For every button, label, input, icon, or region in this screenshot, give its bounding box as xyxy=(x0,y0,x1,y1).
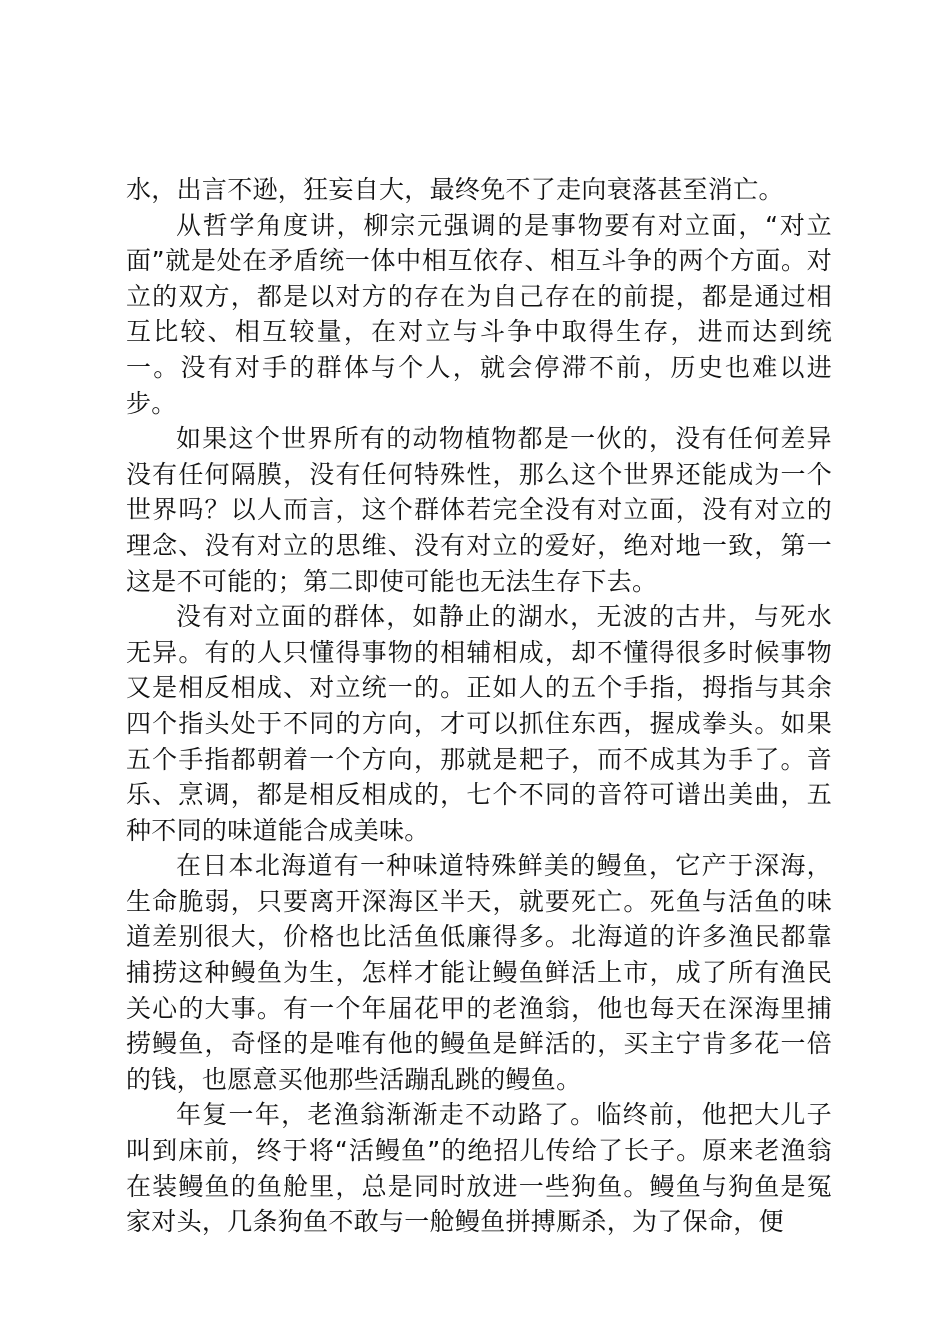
paragraph-continued: 水，出言不逊，狂妄自大，最终免不了走向衰落甚至消亡。 xyxy=(126,175,784,204)
paragraph-philosophy: 从哲学角度讲，柳宗元强调的是事物要有对立面，“对立面”就是处在矛盾统一体中相互依存、相互斗争的两个方面。对立的双方，都是以对方的存在为自己存在的前提，都是通过相互比较、相互较量，在对立与斗争中取得生存，进而达到统一。没有对手的群体与个人，就会停滞不前，历史也难以进步。 xyxy=(126,210,832,418)
document-body xyxy=(126,172,832,1240)
paragraph-old-fisherman: 年复一年，老渔翁渐渐走不动路了。临终前，他把大儿子叫到床前，终于将“活鳗鱼”的绝招儿传给了长子。原来老渔翁在装鳗鱼的鱼舱里，总是同时放进一些狗鱼。鳗鱼与狗鱼是冤家对头，几条狗鱼不敢与一舱鳗鱼拼搏厮杀，为了保命，便 xyxy=(126,1100,832,1237)
paragraph-world-uniformity: 如果这个世界所有的动物植物都是一伙的，没有任何差异没有任何隔膜，没有任何特殊性，那么这个世界还能成为一个世界吗？以人而言，这个群体若完全没有对立面，没有对立的理念、没有对立的思维、没有对立的爱好，绝对地一致，第一这是不可能的；第二即使可能也无法生存下去。 xyxy=(126,424,832,596)
paragraph-hokkaido-eel: 在日本北海道有一种味道特殊鲜美的鳗鱼，它产于深海，生命脆弱，只要离开深海区半天，就要死亡。死鱼与活鱼的味道差别很大，价格也比活鱼低廉得多。北海道的许多渔民都靠捕捞这种鳗鱼为生，怎样才能让鳗鱼鲜活上市，成了所有渔民关心的大事。有一个年届花甲的老渔翁，他也每天在深海里捕捞鳗鱼，奇怪的是唯有他的鳗鱼是鲜活的，买主宁肯多花一倍的钱，也愿意买他那些活蹦乱跳的鳗鱼。 xyxy=(126,851,832,1094)
paragraph-still-water: 没有对立面的群体，如静止的湖水，无波的古井，与死水无异。有的人只懂得事物的相辅相成，却不懂得很多时候事物又是相反相成、对立统一的。正如人的五个手指，拇指与其余四个指头处于不同的方向，才可以抓住东西，握成拳头。如果五个手指都朝着一个方向，那就是耙子，而不成其为手了。音乐、烹调，都是相反相成的，七个不同的音符可谱出美曲，五种不同的味道能合成美味。 xyxy=(126,602,832,845)
